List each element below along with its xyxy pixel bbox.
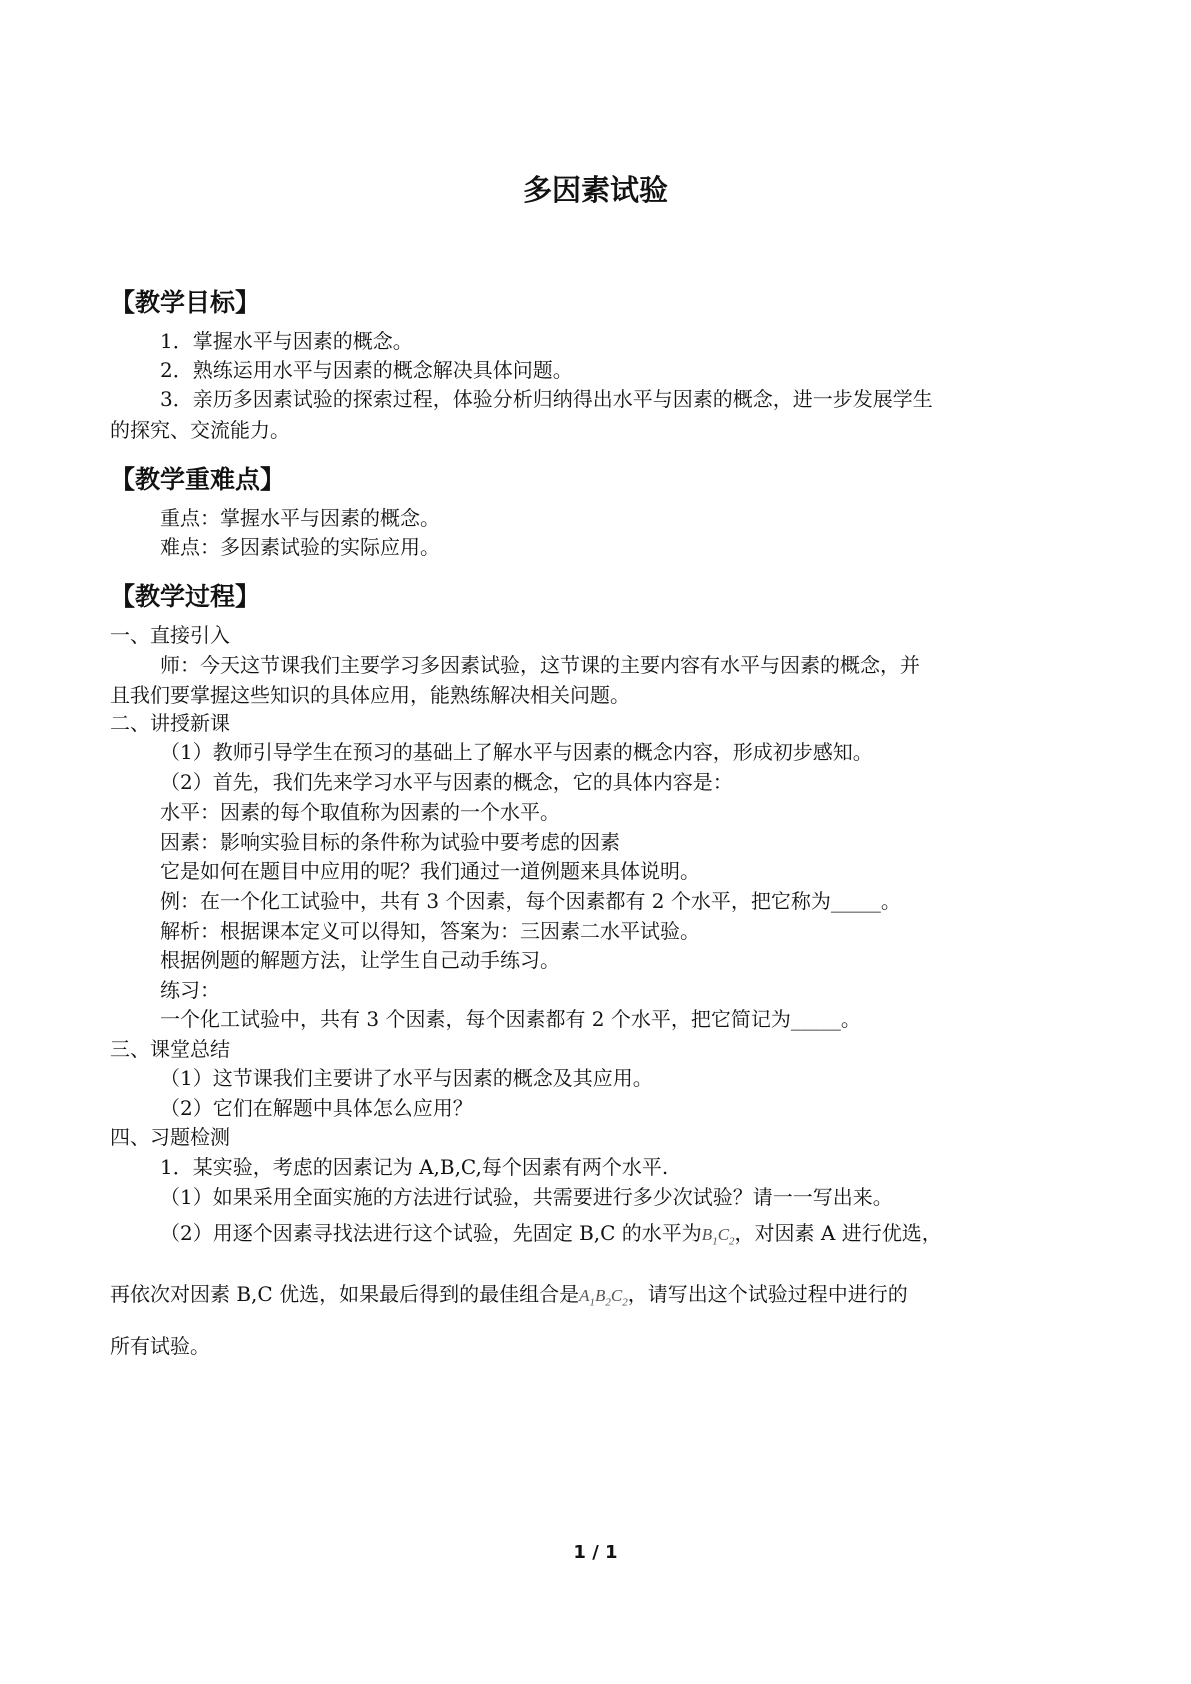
paragraph-line: 1．某实验，考虑的因素记为 A,B,C,每个因素有两个水平. xyxy=(160,1155,669,1179)
paragraph-line: 因素：影响实验目标的条件称为试验中要考虑的因素 xyxy=(160,830,620,854)
process-heading: 【教学过程】 xyxy=(110,582,261,611)
section-title: 四、习题检测 xyxy=(110,1125,230,1149)
keypoint-item: 重点：掌握水平与因素的概念。 xyxy=(160,506,440,530)
section-title: 三、课堂总结 xyxy=(110,1037,230,1061)
paragraph-line: 且我们要掌握这些知识的具体应用，能熟练解决相关问题。 xyxy=(110,683,630,707)
goals-heading: 【教学目标】 xyxy=(110,288,261,317)
paragraph-line: （1）这节课我们主要讲了水平与因素的概念及其应用。 xyxy=(160,1066,653,1090)
keypoint-item: 难点：多因素试验的实际应用。 xyxy=(160,535,440,559)
paragraph-line: （1）教师引导学生在预习的基础上了解水平与因素的概念内容，形成初步感知。 xyxy=(160,740,873,764)
question-line xyxy=(160,1218,942,1256)
page-number: 1 / 1 xyxy=(573,1542,618,1563)
paragraph-line: （2）首先，我们先来学习水平与因素的概念，它的具体内容是： xyxy=(160,770,733,794)
paragraph-line: 水平：因素的每个取值称为因素的一个水平。 xyxy=(160,800,560,824)
question-text: （2）用逐个因素寻找法进行这个试验，先固定 B,C 的水平为 xyxy=(160,1221,702,1245)
paragraph-line: 它是如何在题目中应用的呢？我们通过一道例题来具体说明。 xyxy=(160,859,700,883)
goal-item: 3．亲历多因素试验的探索过程，体验分析归纳得出水平与因素的概念，进一步发展学生 xyxy=(160,387,933,411)
question-text: ，对因素 A 进行优选， xyxy=(734,1221,942,1245)
goal-item: 1．掌握水平与因素的概念。 xyxy=(160,329,413,353)
paragraph-line: 一个化工试验中，共有 3 个因素，每个因素都有 2 个水平，把它简记为_____。 xyxy=(160,1007,861,1031)
formula-a1b2c2: $A_1B_2C_2$ xyxy=(579,1286,628,1309)
paragraph-line: 练习： xyxy=(160,978,220,1002)
question-line xyxy=(110,1279,908,1317)
formula-b1c2: $B_1C_2$ xyxy=(701,1225,735,1248)
paragraph-line: 解析：根据课本定义可以得知，答案为：三因素二水平试验。 xyxy=(160,919,700,943)
question-text: 再依次对因素 B,C 优选，如果最后得到的最佳组合是 xyxy=(110,1282,580,1306)
goal-item: 2．熟练运用水平与因素的概念解决具体问题。 xyxy=(160,358,573,382)
paragraph-line: （2）它们在解题中具体怎么应用？ xyxy=(160,1096,473,1120)
paragraph-line: 师：今天这节课我们主要学习多因素试验，这节课的主要内容有水平与因素的概念，并 xyxy=(160,653,920,677)
section-title: 二、讲授新课 xyxy=(110,711,230,735)
goal-item: 的探究、交流能力。 xyxy=(110,418,290,442)
document-title: 多因素试验 xyxy=(522,173,668,207)
question-line: 所有试验。 xyxy=(110,1334,210,1358)
paragraph-line: （1）如果采用全面实施的方法进行试验，共需要进行多少次试验？请一一写出来。 xyxy=(160,1185,893,1209)
question-text: ，请写出这个试验过程中进行的 xyxy=(627,1282,908,1306)
paragraph-line: 例：在一个化工试验中，共有 3 个因素，每个因素都有 2 个水平，把它称为_____。 xyxy=(160,889,901,913)
keypoints-heading: 【教学重难点】 xyxy=(110,465,286,494)
section-title: 一、直接引入 xyxy=(110,623,230,647)
paragraph-line: 根据例题的解题方法，让学生自己动手练习。 xyxy=(160,948,560,972)
